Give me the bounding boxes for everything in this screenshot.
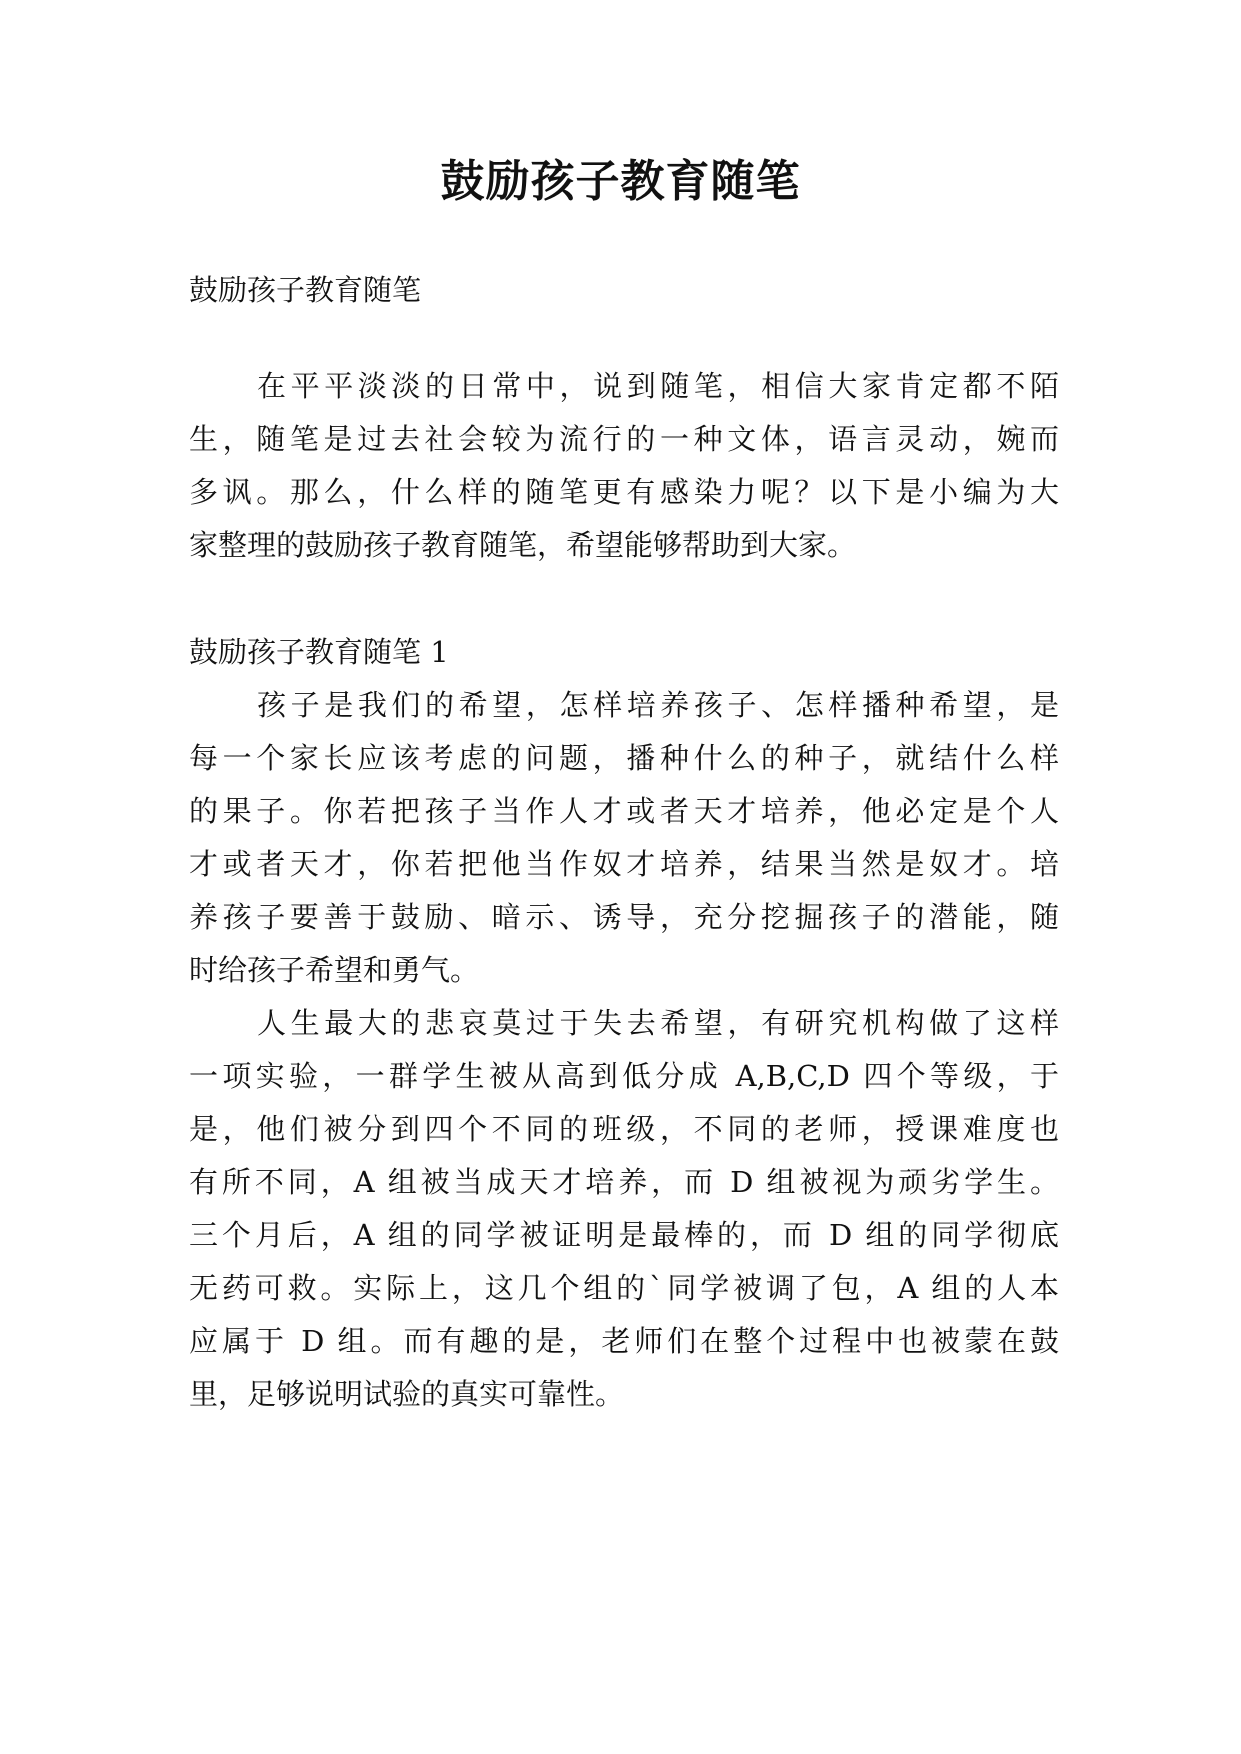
paragraph2-line: 里，足够说明试验的真实可靠性。: [189, 1377, 625, 1411]
paragraph2-line: 有所不同，A 组被当成天才培养，而 D 组被视为顽劣学生。: [189, 1165, 1059, 1199]
document-title: 鼓励孩子教育随笔: [440, 156, 801, 207]
paragraph2-line: 是，他们被分到四个不同的班级，不同的老师，授课难度也: [189, 1112, 1059, 1146]
intro-line: 生，随笔是过去社会较为流行的一种文体，语言灵动，婉而: [189, 422, 1059, 456]
paragraph1-line: 时给孩子希望和勇气。: [189, 953, 480, 987]
intro-line: 在平平淡淡的日常中，说到随笔，相信大家肯定都不陌: [257, 369, 1059, 403]
paragraph1-line: 孩子是我们的希望，怎样培养孩子、怎样播种希望，是: [257, 688, 1059, 722]
section-heading: 鼓励孩子教育随笔 1: [189, 635, 449, 669]
document-subtitle: 鼓励孩子教育随笔: [189, 273, 422, 307]
intro-line: 家整理的鼓励孩子教育随笔，希望能够帮助到大家。: [189, 528, 857, 562]
intro-line: 多讽。那么，什么样的随笔更有感染力呢？以下是小编为大: [189, 475, 1059, 509]
paragraph1-line: 才或者天才，你若把他当作奴才培养，结果当然是奴才。培: [189, 847, 1059, 881]
paragraph1-line: 养孩子要善于鼓励、暗示、诱导，充分挖掘孩子的潜能，随: [189, 900, 1059, 934]
paragraph2-line: 一项实验，一群学生被从高到低分成 A,B,C,D 四个等级，于: [189, 1059, 1059, 1093]
paragraph2-line: 人生最大的悲哀莫过于失去希望，有研究机构做了这样: [257, 1006, 1059, 1040]
paragraph2-line: 无药可救。实际上，这几个组的`同学被调了包，A 组的人本: [189, 1271, 1059, 1305]
paragraph1-line: 的果子。你若把孩子当作人才或者天才培养，他必定是个人: [189, 794, 1059, 828]
paragraph2-line: 三个月后，A 组的同学被证明是最棒的，而 D 组的同学彻底: [189, 1218, 1059, 1252]
paragraph2-line: 应属于 D 组。而有趣的是，老师们在整个过程中也被蒙在鼓: [189, 1324, 1059, 1358]
paragraph1-line: 每一个家长应该考虑的问题，播种什么的种子，就结什么样: [189, 741, 1059, 775]
